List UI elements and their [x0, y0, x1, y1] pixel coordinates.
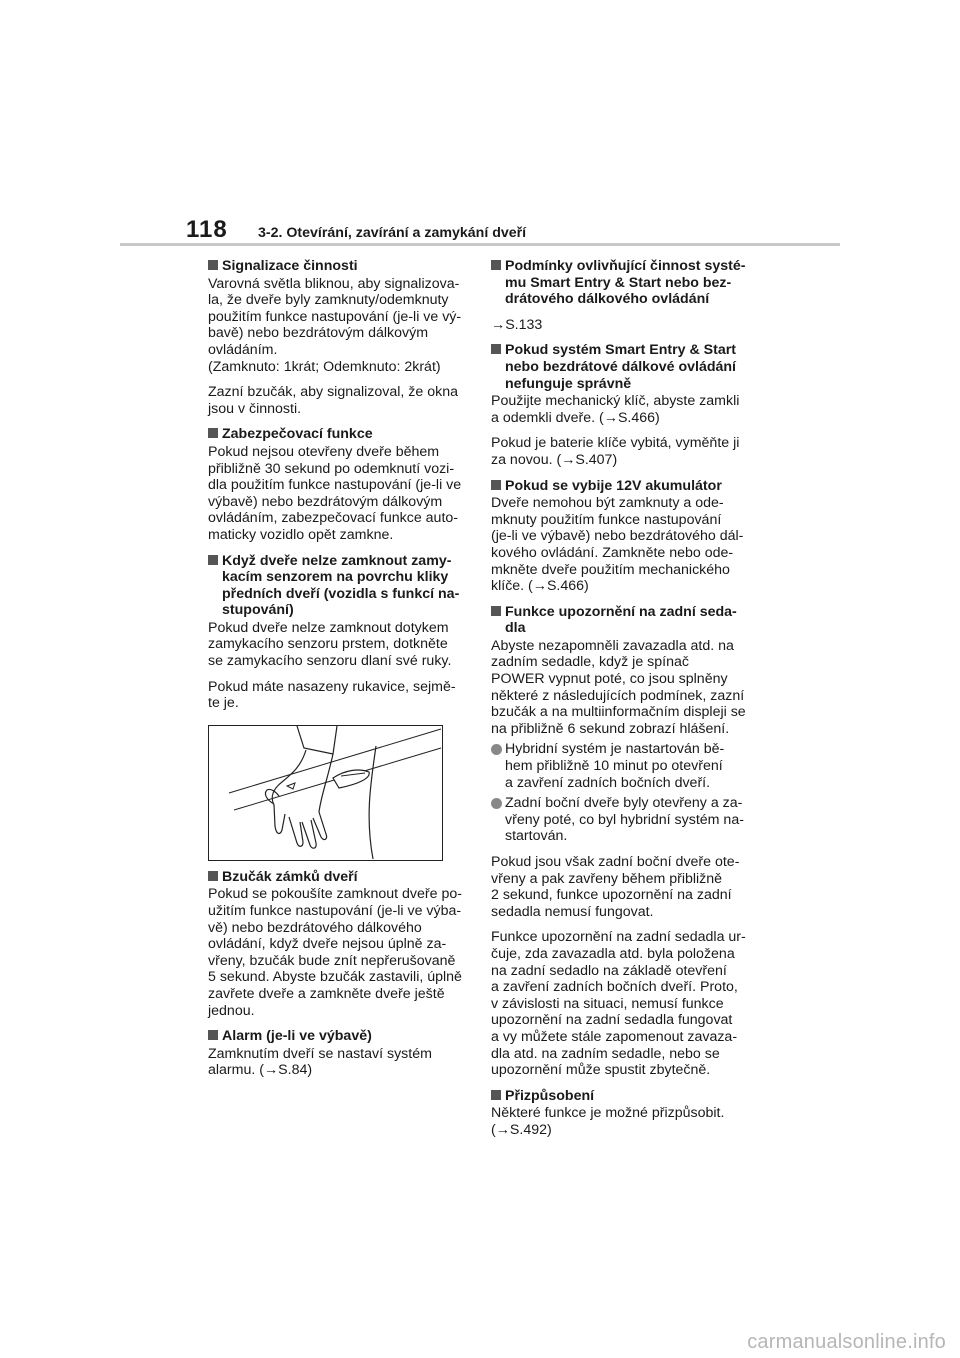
bullet-text-1: Hybridní systém je nastartován bě- hem přibližně 10 minut po otevření a zavření zadních bočních dveří. [505, 741, 725, 791]
page-header [186, 216, 526, 244]
paragraph-sensor-2: Pokud máte nasazeny rukavice, sejmě- te je. [208, 678, 456, 712]
heading-buzzer: Bzučák zámků dveří [208, 869, 466, 886]
list-item [491, 795, 749, 845]
page-number: 118 [186, 216, 228, 243]
heading-battery: Pokud se vybije 12V akumulátor [491, 478, 749, 495]
paragraph-battery-1: Dveře nemohou být zamknuty a ode- mknuty použitím funkce nastupování (je-li ve výbavě) nebo bezdrátového dál- kového ovládání. Zamkněte nebo ode- mkněte dveře použitím mechanického klíče. (→S.466) [491, 495, 744, 595]
paragraph-alarm-1: Zamknutím dveří se nastaví systém alarmu. (→S.84) [208, 1045, 432, 1079]
paragraph-malfunction-2: Pokud je baterie klíče vybitá, vyměňte ji za novou. (→S.407) [491, 435, 740, 468]
paragraph-customization-1: Některé funkce je možné přizpůsobit. (→S.492) [491, 1105, 725, 1138]
right-column [491, 258, 749, 1139]
hand-on-door-handle-illustration [208, 725, 443, 861]
heading-alarm: Alarm (je-li ve výbavě) [208, 1028, 466, 1045]
reference-conditions: →S.133 [491, 316, 543, 333]
paragraph-rear-seat-3: Funkce upozornění na zadní sedadla ur- čuje, zda zavazadla atd. byla položena na zadní sedadlo na základě otevření a zavření zadních bočních dveří. Proto, v závislosti na situaci, nemusí funkce upozornění na zadní sedadla fungovat a vy můžete stále zapomenout zavaza- dla atd. na zadním sedadle, nebo se upozornění může spustit zbytečně. [491, 929, 746, 1079]
watermark: carmanualsonline.info [747, 1331, 946, 1353]
paragraph-security-1: Pokud nejsou otevřeny dveře během přibližně 30 sekund po odemknutí vozi- dla použitím funkce nastupování (je-li ve výbavě) nebo bezdrátovým dálkovým ovládáním, zabezpečovací funkce auto- maticky vozidlo opět zamkne. [208, 443, 462, 543]
paragraph-sensor-1: Pokud dveře nelze zamknout dotykem zamykacího senzoru prstem, dotkněte se zamykacího senzoru dlaní své ruky. [208, 619, 452, 670]
bullet-circle-icon [491, 744, 502, 755]
paragraph-rear-seat-2: Pokud jsou však zadní boční dveře ote- vřeny a pak zavřeny během přibližně 2 sekund, funkce upozornění na zadní sedadla nemusí fungovat. [491, 854, 740, 920]
heading-conditions: Podmínky ovlivňující činnost systé- mu Smart Entry & Start nebo bez- drátového dálkového ovládání [491, 258, 749, 308]
header-divider [120, 243, 840, 246]
left-column [208, 258, 466, 1079]
heading-rear-seat: Funkce upozornění na zadní seda- dla [491, 604, 749, 637]
paragraph-signal-1: Varovná světla bliknou, aby signalizova- la, že dveře byly zamknuty/odemknuty použitím funkce nastupování (je-li ve vý- bavě) nebo bezdrátovým dálkovým ovládáním. (Zamknuto: 1krát; Odemknuto: 2krát) [208, 275, 462, 375]
paragraph-rear-seat-1: Abyste nezapomněli zavazadla atd. na zadním sedadle, když je spínač POWER vypnut poté, co jsou splněny některé z následujících podmínek, zazní bzučák a na multiinformačním displeji se na přibližně 6 sekund zobrazí hlášení. [491, 637, 746, 737]
heading-customization: Přizpůsobení [491, 1088, 749, 1105]
paragraph-buzzer-1: Pokud se pokoušíte zamknout dveře po- užitím funkce nastupování (je-li ve výba- vě) nebo bezdrátového dálkového ovládání, když dveře nejsou úplně za- vřeny, bzučák bude znít nepřerušovaně 5 sekund. Abyste bzučák zastavili, úplně zavřete dveře a zamkněte dveře ještě jednou. [208, 886, 462, 1019]
hand-illustration-icon [209, 726, 442, 860]
section-title: 3-2. Otevírání, zavírání a zamykání dveří [258, 225, 527, 241]
heading-security: Zabezpečovací funkce [208, 426, 466, 443]
heading-malfunction: Pokud systém Smart Entry & Start nebo bezdrátové dálkové ovládání nefunguje správně [491, 342, 749, 392]
paragraph-signal-2: Zazní bzučák, aby signalizoval, že okna jsou v činnosti. [208, 384, 458, 417]
bullet-text-2: Zadní boční dveře byly otevřeny a za- vřeny poté, co byl hybridní systém na- startován. [505, 795, 744, 845]
paragraph-malfunction-1: Použijte mechanický klíč, abyste zamkli a odemkli dveře. (→S.466) [491, 393, 740, 426]
bullet-circle-icon [491, 798, 502, 809]
heading-signal: Signalizace činnosti [208, 258, 466, 275]
heading-sensor: Když dveře nelze zamknout zamy- kacím senzorem na povrchu kliky předních dveří (vozidla s funkcí na- stupování) [208, 553, 466, 619]
list-item [491, 741, 749, 791]
